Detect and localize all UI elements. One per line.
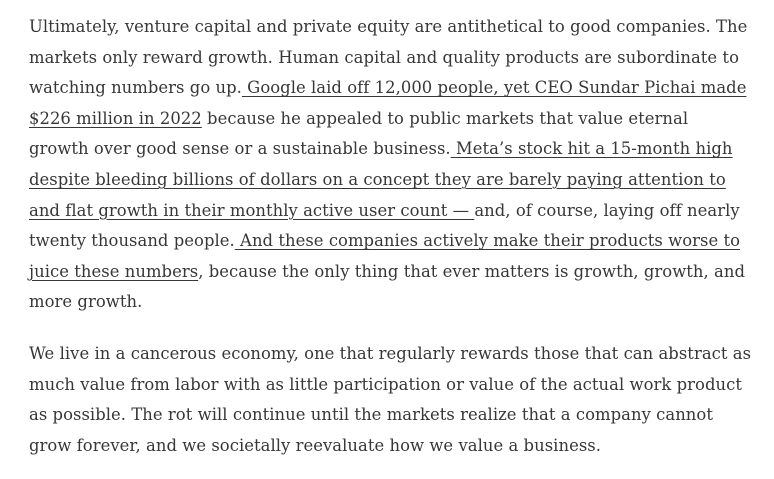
paragraph-text: , because the only thing that ever matters is growth, growth, and more growth. — [29, 261, 746, 312]
paragraph-text: because he appealed to public markets that value eternal growth over good sense or a sustainable business. — [29, 108, 689, 159]
paragraph-text: and, of course, laying off nearly twenty thousand people. — [29, 200, 740, 251]
paragraph-text: Ultimately, venture capital and private equity are antithetical to good companies. The markets only reward growth. Human capital and quality products are subordinate to watching numbers go up. — [29, 17, 748, 98]
google-layoffs-link[interactable]: Google laid off 12,000 people, yet CEO Sundar Pichai made $226 million in 2022 — [29, 78, 747, 128]
products-worse-link[interactable]: And these companies actively make their products worse to juice these numbers — [29, 231, 741, 281]
article-paragraph — [29, 12, 753, 318]
meta-stock-link[interactable]: Meta’s stock hit a 15-month high despite bleeding billions of dollars on a concept they are barely paying attention to and flat growth in their monthly active user count — — [29, 139, 733, 220]
article-body — [29, 12, 753, 461]
article-paragraph: We live in a cancerous economy, one that regularly rewards those that can abstract as much value from labor with as little participation or value of the actual work product as possible. The rot will continue until the markets realize that a company cannot grow forever, and we societally reevaluate how we value a business. — [29, 343, 752, 455]
